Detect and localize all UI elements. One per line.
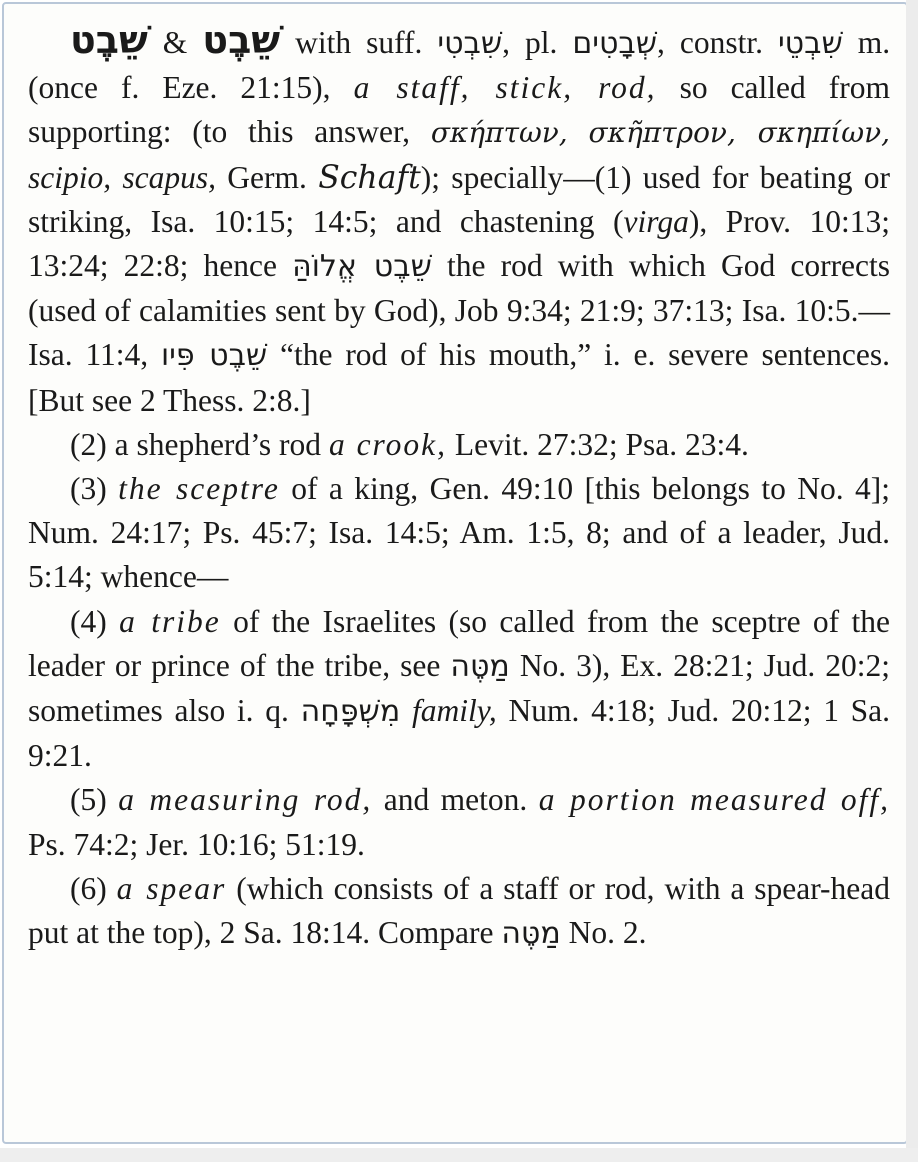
sense-4-number: (4): [70, 603, 107, 639]
sense-5-gloss: a measuring rod,: [118, 782, 373, 818]
sense-4-gloss-2: family,: [411, 693, 497, 729]
sense-6-hebrew: מַטֶּה: [501, 916, 561, 952]
sense-4-hebrew-1: מַטֶּה: [450, 648, 510, 684]
headword-1: שֵׁבֶט: [70, 18, 148, 62]
sense-2-text-a: a shepherd’s rod: [114, 426, 322, 462]
sense-3: [28, 467, 890, 600]
sense-5-text-a: and meton.: [383, 782, 528, 818]
sense-4-gloss: a tribe: [119, 603, 221, 639]
greek-cognate-2: σκῆπτρον, σκηπίων,: [588, 116, 891, 150]
greek-cognate-1: σκήπτων,: [430, 116, 568, 150]
sense-2-number: (2): [70, 426, 107, 462]
sense-5-number: (5): [70, 782, 107, 818]
suffix-form: שִׁבְטִי: [437, 26, 503, 61]
sense-5-text-b: Ps. 74:2; Jer. 10:16; 51:19.: [28, 826, 365, 862]
sense-5-gloss-2: a portion measured off,: [538, 782, 891, 818]
entry-text-a: so called from supporting: (to this answer,: [28, 70, 891, 150]
sense-6-gloss: a spear: [116, 870, 227, 906]
sense-5: [28, 778, 890, 866]
entry-text-c: ); specially—(1) used for beating or striking, Isa. 10:15; 14:5; and chastening (: [28, 159, 891, 239]
entry-paragraph-main: [28, 18, 890, 423]
sense-4-hebrew-2: מִשְׁפָּחָה: [300, 694, 401, 730]
sense-4-text-b: No. 3), Ex. 28:21; Jud. 20:2; sometimes also i. q.: [28, 647, 891, 729]
frame-shadow-bottom: [0, 1148, 918, 1162]
latin-cognates: scipio, scapus,: [28, 159, 217, 195]
construct-form: שִׁבְטֵי: [777, 26, 843, 61]
entry-text-e: the rod with which God corrects (used of calamities sent by God), Job 9:34; 21:9; 37:13; Isa. 10:5.—Isa. 11:4,: [28, 248, 891, 373]
entry-text-f: “the rod of his mouth,” i. e. severe sentences. [But see 2 Thess. 2:8.]: [28, 337, 891, 418]
plural-label: , pl.: [502, 25, 558, 60]
sense-2-text-b: Levit. 27:32; Psa. 23:4.: [454, 426, 749, 462]
entry-text-d: ), Prov. 10:13; 13:24; 22:8; hence: [28, 203, 890, 284]
sense-3-number: (3): [70, 471, 107, 507]
headword-ampersand: &: [162, 25, 188, 60]
sense-2-gloss: a crook,: [328, 426, 447, 462]
sense-3-text: of a king, Gen. 49:10 [this belongs to No. 4]; Num. 24:17; Ps. 45:7; Isa. 14:5; Am. 1:5, 8; and of a leader, Jud. 5:14; whence—: [28, 471, 891, 595]
sense-4: [28, 600, 890, 779]
lexicon-entry: [28, 18, 890, 956]
with-suffix-label: with suff.: [295, 25, 423, 60]
entry-text-b: Germ.: [227, 159, 307, 195]
sense-6-text-a: (which consists of a staff or rod, with a spear-head put at the top), 2 Sa. 18:14. Compare: [28, 870, 891, 951]
construct-label: , constr.: [657, 25, 763, 60]
phrase-rod-of-god: שֵׁבֶט אֱלוֹהַּ: [292, 249, 432, 285]
plural-form: שְׁבָטִים: [572, 26, 658, 61]
entry-intro: m. (once f. Eze. 21:15),: [28, 25, 891, 106]
sense-6-text-b: No. 2.: [568, 915, 647, 951]
frame-shadow-right: [906, 0, 918, 1162]
sense-3-gloss: the sceptre: [118, 471, 280, 507]
sense-2: [28, 423, 890, 467]
headword-2: שֵׁבֶט: [202, 18, 281, 62]
sense-4-text-c: Num. 4:18; Jud. 20:12; 1 Sa. 9:21.: [28, 693, 891, 774]
phrase-rod-of-mouth: שֵׁבֶט פִּיו: [161, 338, 268, 374]
sense-4-text-a: of the Israelites (so called from the sceptre of the leader or prince of the tribe, see: [28, 603, 891, 683]
primary-gloss: a staff, stick, rod,: [353, 70, 657, 106]
german-cognate: Schaft: [318, 159, 421, 196]
latin-virga: virga: [623, 203, 689, 239]
sense-6: [28, 867, 890, 956]
sense-6-number: (6): [70, 870, 107, 906]
